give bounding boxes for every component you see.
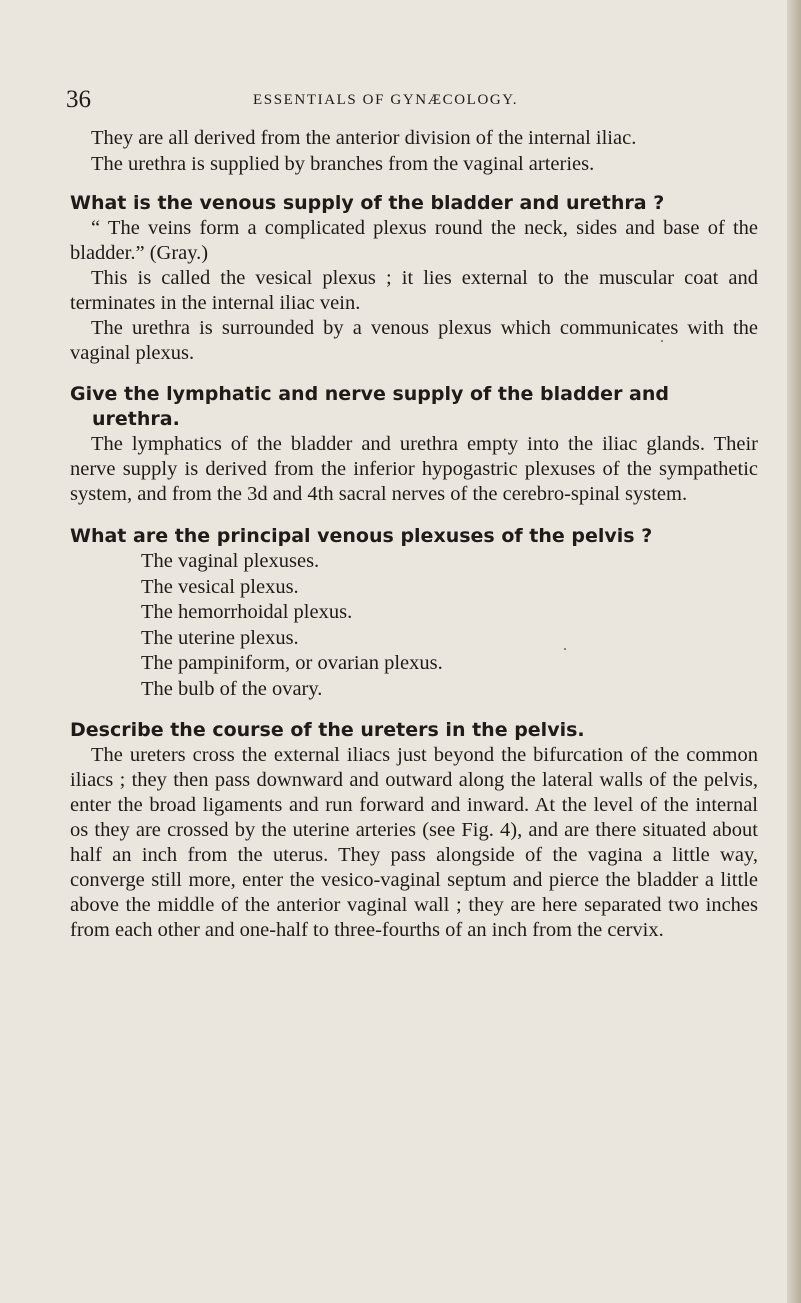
question-heading: What are the principal venous plexuses of the pelvis ? [70, 525, 653, 547]
answer-paragraph: This is called the vesical plexus ; it lies external to the muscular coat and terminates in the internal iliac vein. [70, 267, 758, 314]
question-heading-line: urethra. [92, 408, 180, 430]
plexus-list [70, 549, 758, 702]
list-item: The hemorrhoidal plexus. [141, 601, 353, 623]
answer-paragraph: The ureters cross the external iliacs just beyond the bifurcation of the common iliacs ; they then pass downward and outward along the lateral walls of the pelvis, enter the broad ligaments and run forward and inward. At the level of the internal os they are crossed by the uterine arteries (see Fig. 4), and are there situated about half an inch from the uterus. They pass alongside of the vagina a little way, converge still more, enter the vesico-vaginal septum and pierce the bladder a little above the middle of the anterior vaginal wall ; they are here separated two inches from each other and one-half to three-fourths of an inch from the cervix. [70, 744, 758, 941]
intro-paragraph: The urethra is supplied by branches from the vaginal arteries. [91, 153, 595, 175]
page-header [66, 86, 756, 116]
list-item: The uterine plexus. [141, 626, 299, 649]
answer-paragraph: “ The veins form a complicated plexus round the neck, sides and base of the bladder.” (Gray.) [70, 217, 758, 264]
paper-speck [661, 340, 663, 342]
intro-paragraph: They are all derived from the anterior division of the internal iliac. [91, 127, 637, 149]
page-edge-shadow [787, 0, 801, 1303]
question-heading-line: Give the lymphatic and nerve supply of the bladder and [70, 383, 670, 405]
list-item: The vaginal plexuses. [141, 550, 320, 572]
running-title: ESSENTIALS OF GYNÆCOLOGY. [253, 92, 519, 108]
paper-speck [564, 648, 566, 650]
list-item: The vesical plexus. [141, 575, 299, 598]
list-item: The bulb of the ovary. [141, 677, 323, 700]
question-heading: What is the venous supply of the bladder and urethra ? [70, 192, 665, 214]
page-number: 36 [66, 86, 91, 113]
answer-paragraph: The urethra is surrounded by a venous plexus which communicates with the vaginal plexus. [70, 317, 758, 364]
list-item: The pampiniform, or ovarian plexus. [141, 652, 443, 674]
question-heading: Describe the course of the ureters in the pelvis. [70, 719, 585, 741]
answer-paragraph: The lymphatics of the bladder and urethra empty into the iliac glands. Their nerve supply is derived from the inferior hypogastric plexuses of the sympathetic system, and from the 3d and 4th sacral nerves of the cerebro-spinal system. [70, 433, 758, 505]
page-body [70, 126, 758, 943]
question-heading [70, 382, 758, 432]
